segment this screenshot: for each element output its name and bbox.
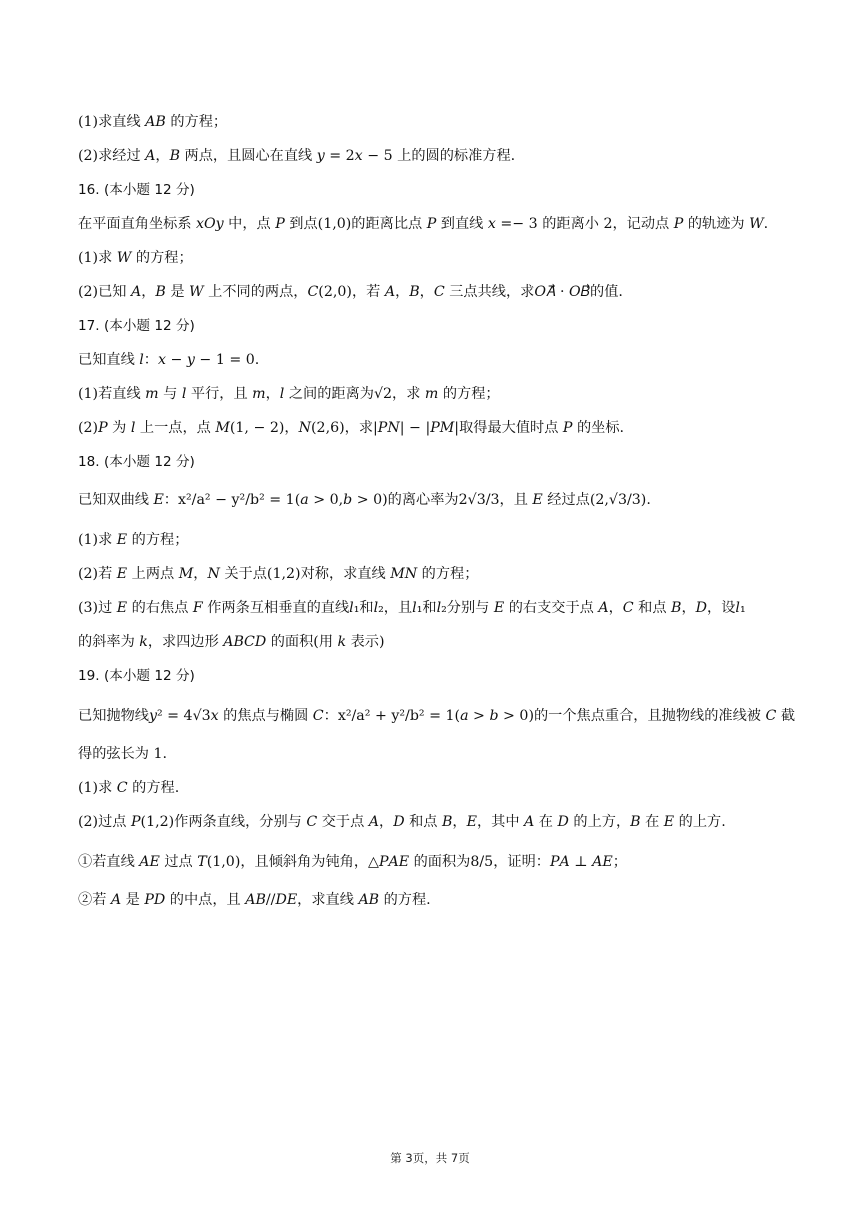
text-line: (1)求 𝐶 的方程. <box>78 780 180 796</box>
text-line: (3)过 𝐸 的右焦点 𝐹 作两条互相垂直的直线𝑙₁和𝑙₂，且𝑙₁和𝑙₂分别与 𝐸 的右支交于点 𝐴，𝐶 和点 𝐵，𝐷，设𝑙₁ <box>78 600 746 616</box>
text-line: (2)求经过 𝐴，𝐵 两点，且圆心在直线 𝑦 = 2𝑥 − 5 上的圆的标准方程. <box>78 148 516 164</box>
problem-heading: 19. (本小题 12 分) <box>78 668 195 684</box>
text-line: (1)若直线 𝑚 与 𝑙 平行，且 𝑚，𝑙 之间的距离为√2，求 𝑚 的方程； <box>78 386 500 402</box>
text-line: (2)已知 𝐴，𝐵 是 𝑊 上不同的两点，𝐶(2,0)，若 𝐴，𝐵，𝐶 三点共线，求𝑂𝐴⃗ · 𝑂𝐵⃗的值. <box>78 284 623 300</box>
text-line: 的斜率为 𝑘，求四边形 𝐴𝐵𝐶𝐷 的面积(用 𝑘 表示) <box>78 634 385 650</box>
text-line: (1)求直线 𝐴𝐵 的方程； <box>78 114 228 130</box>
text-line: (2)𝑃 为 𝑙 上一点，点 𝑀(1, − 2)，𝑁(2,6)，求|𝑃𝑁| − |𝑃𝑀|取得最大值时点 𝑃 的坐标. <box>78 420 625 436</box>
problem-heading: 17. (本小题 12 分) <box>78 318 195 334</box>
text-line: 得的弦长为 1. <box>78 746 167 762</box>
text-line: (2)过点 𝑃(1,2)作两条直线，分别与 𝐶 交于点 𝐴，𝐷 和点 𝐵，𝐸，其中 𝐴 在 𝐷 的上方，𝐵 在 𝐸 的上方. <box>78 814 726 830</box>
problem-heading: 18. (本小题 12 分) <box>78 454 195 470</box>
text-line: ①若直线 𝐴𝐸 过点 𝑇(1,0)，且倾斜角为钝角，△𝑃𝐴𝐸 的面积为8/5，证明：𝑃𝐴 ⊥ 𝐴𝐸； <box>78 854 627 870</box>
text-line: 已知双曲线 𝐸：x²/a² − y²/b² = 1(𝑎 > 0,𝑏 > 0)的离心率为2√3/3，且 𝐸 经过点(2,√3/3). <box>78 492 651 508</box>
text-line: 在平面直角坐标系 𝑥𝑂𝑦 中，点 𝑃 到点(1,0)的距离比点 𝑃 到直线 𝑥 =− 3 的距离小 2，记动点 𝑃 的轨迹为 𝑊. <box>78 216 769 232</box>
text-line: (1)求 𝑊 的方程； <box>78 250 193 266</box>
text-line: ②若 𝐴 是 𝑃𝐷 的中点，且 𝐴𝐵//𝐷𝐸，求直线 𝐴𝐵 的方程. <box>78 892 431 908</box>
text-line: (1)求 𝐸 的方程； <box>78 532 189 548</box>
page-footer: 第 3页，共 7页 <box>390 1151 470 1165</box>
text-line: 已知抛物线𝑦² = 4√3𝑥 的焦点与椭圆 𝐶：x²/a² + y²/b² = 1(𝑎 > 𝑏 > 0)的一个焦点重合，且抛物线的准线被 𝐶 截 <box>78 708 796 724</box>
problem-heading: 16. (本小题 12 分) <box>78 182 195 198</box>
text-line: 已知直线 𝑙：𝑥 − 𝑦 − 1 = 0. <box>78 352 260 368</box>
text-line: (2)若 𝐸 上两点 𝑀，𝑁 关于点(1,2)对称，求直线 𝑀𝑁 的方程； <box>78 566 479 582</box>
